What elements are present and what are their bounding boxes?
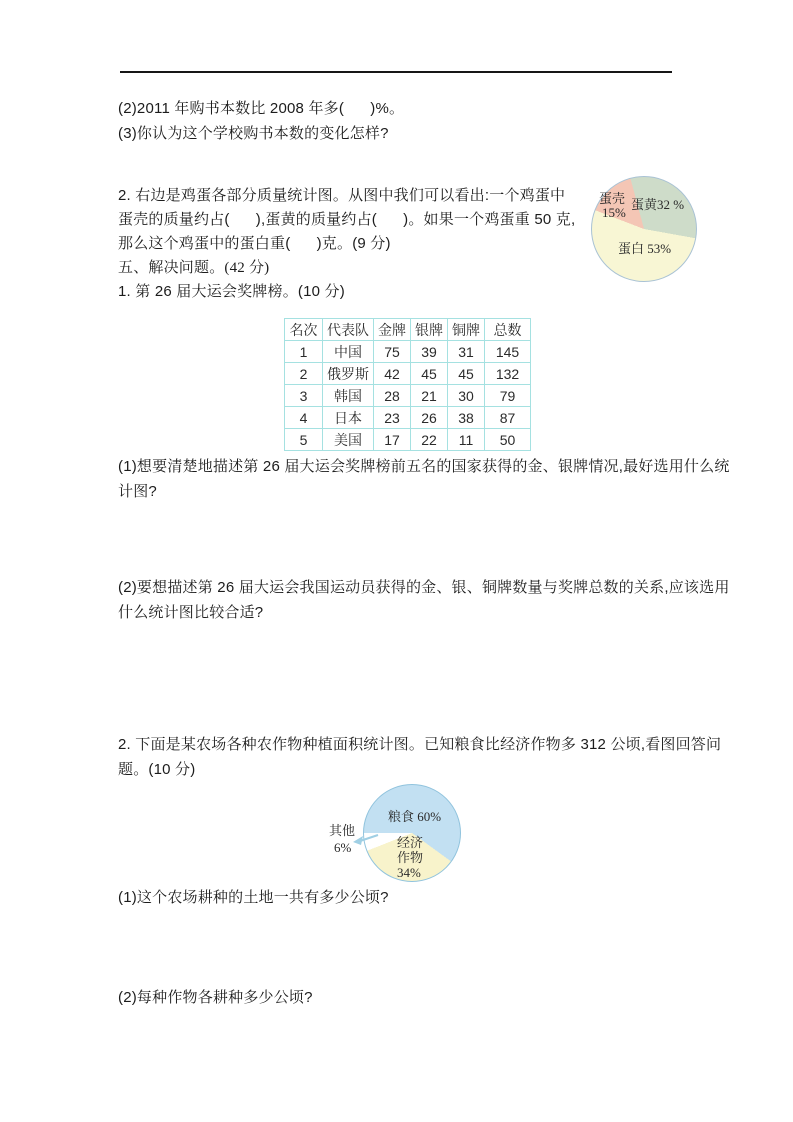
medal-table [284, 318, 531, 451]
col-header-total: 总数 [485, 319, 531, 341]
col-header-silver: 银牌 [411, 319, 448, 341]
col-header-gold: 金牌 [374, 319, 411, 341]
cell-total: 132 [485, 363, 531, 385]
q1-sub2-line-1: (2)要想描述第 26 届大运会我国运动员获得的金、银、铜牌数量与奖牌总数的关系,应该选用 [118, 579, 730, 596]
medal-table-header-row [285, 319, 531, 341]
q1-sub2-line-2: 什么统计图比较合适? [118, 604, 264, 621]
cell-bronze: 45 [448, 363, 485, 385]
q2-sub1: (1)这个农场耕种的土地一共有多少公顷? [118, 889, 389, 906]
table-row [285, 341, 531, 363]
cell-bronze: 38 [448, 407, 485, 429]
cell-gold: 42 [374, 363, 411, 385]
cell-silver: 39 [411, 341, 448, 363]
q2-line-1: 2. 下面是某农场各种农作物种植面积统计图。已知粮食比经济作物多 312 公顷,看图回答问 [118, 736, 722, 753]
table-row [285, 363, 531, 385]
cell-silver: 21 [411, 385, 448, 407]
cell-rank: 3 [285, 385, 323, 407]
table-row [285, 385, 531, 407]
egg-question-line-3: 那么这个鸡蛋中的蛋白重( )克。(9 分) [118, 235, 391, 252]
q2-line-2: 题。(10 分) [118, 761, 196, 778]
q2-sub2: (2)每种作物各耕种多少公顷? [118, 989, 313, 1006]
cell-gold: 23 [374, 407, 411, 429]
table-row [285, 429, 531, 451]
farm-pie-label-other-1: 其他 [329, 823, 356, 838]
egg-question-line-1: 2. 右边是鸡蛋各部分质量统计图。从图中我们可以看出:一个鸡蛋中 [118, 187, 566, 204]
q1-title: 1. 第 26 届大运会奖牌榜。(10 分) [118, 283, 345, 300]
cell-gold: 75 [374, 341, 411, 363]
cell-bronze: 30 [448, 385, 485, 407]
cell-silver: 26 [411, 407, 448, 429]
q1-sub1-line-2: 计图? [118, 483, 157, 500]
col-header-team: 代表队 [323, 319, 374, 341]
farm-pie-label-other-2: 6% [334, 840, 352, 855]
cell-team: 俄罗斯 [323, 363, 374, 385]
farm-pie-label-grain: 粮食 60% [388, 809, 442, 824]
egg-pie-label-yolk: 蛋黄32 % [631, 197, 685, 212]
egg-pie-label-shell-pct: 15% [602, 205, 626, 220]
top-divider [120, 71, 672, 73]
cell-silver: 45 [411, 363, 448, 385]
cell-gold: 17 [374, 429, 411, 451]
cell-rank: 2 [285, 363, 323, 385]
farm-pie-label-cash-2: 作物 [397, 850, 424, 865]
farm-pie-label-cash-1: 经济 [397, 835, 424, 850]
cell-total: 79 [485, 385, 531, 407]
callout-arrow-icon [352, 832, 380, 846]
q1-sub1-line-1: (1)想要清楚地描述第 26 届大运会奖牌榜前五名的国家获得的金、银牌情况,最好选用什么统 [118, 458, 730, 475]
cell-team: 美国 [323, 429, 374, 451]
egg-pie-label-white: 蛋白 53% [618, 241, 672, 256]
table-row [285, 407, 531, 429]
cell-silver: 22 [411, 429, 448, 451]
col-header-rank: 名次 [285, 319, 323, 341]
col-header-bronze: 铜牌 [448, 319, 485, 341]
section-5-title: 五、解决问题。(42 分) [118, 260, 270, 276]
cell-rank: 4 [285, 407, 323, 429]
cell-gold: 28 [374, 385, 411, 407]
prev-question-line-3: (3)你认为这个学校购书本数的变化怎样? [118, 125, 389, 142]
cell-team: 日本 [323, 407, 374, 429]
cell-total: 145 [485, 341, 531, 363]
egg-pie-label-shell: 蛋壳 [599, 191, 626, 206]
egg-question-line-2: 蛋壳的质量约占( ),蛋黄的质量约占( )。如果一个鸡蛋重 50 克, [118, 211, 576, 228]
cell-total: 87 [485, 407, 531, 429]
prev-question-line-2: (2)2011 年购书本数比 2008 年多( )%。 [118, 100, 405, 117]
cell-total: 50 [485, 429, 531, 451]
cell-team: 中国 [323, 341, 374, 363]
cell-rank: 1 [285, 341, 323, 363]
farm-pie-label-cash-3: 34% [397, 865, 421, 880]
cell-bronze: 31 [448, 341, 485, 363]
cell-rank: 5 [285, 429, 323, 451]
cell-bronze: 11 [448, 429, 485, 451]
cell-team: 韩国 [323, 385, 374, 407]
